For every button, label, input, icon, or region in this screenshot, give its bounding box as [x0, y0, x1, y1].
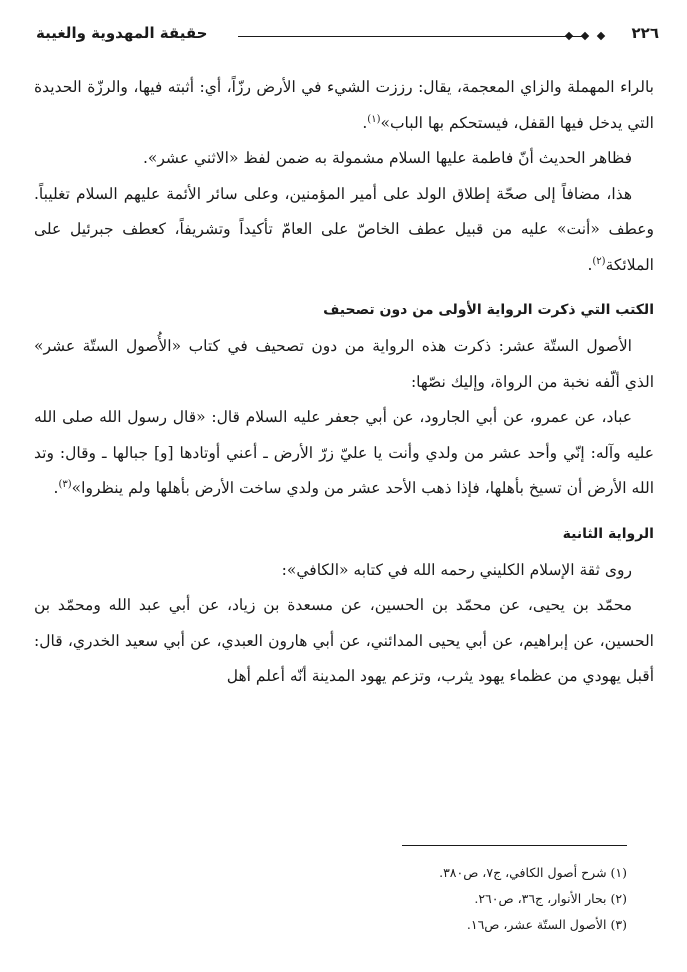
footnote-ref-3: (٣) — [58, 478, 72, 490]
footnotes — [67, 860, 627, 938]
section-heading-1: الكتب التي ذكرت الرواية الأولى من دون تصحيف — [323, 302, 654, 318]
paragraph-3: هذا، مضافاً إلى صحّة إطلاق الولد على أمير المؤمنين، وعلى سائر الأئمة عليهم السلام تغليباً. وعطف «أنت» عليه من قبيل عطف الخاصّ على العامّ تأكيداً وتشريفاً، كعطف جبرئيل على الملائكة$^{(٢)}$. — [34, 184, 654, 274]
main-text — [34, 70, 654, 695]
diamond-icon — [597, 32, 605, 40]
section-heading-2: الرواية الثانية — [562, 525, 654, 542]
header-rule — [238, 36, 585, 37]
paragraph-2: فظاهر الحديث أنّ فاطمة عليها السلام مشمولة به ضمن لفظ «الاثني عشر». — [142, 149, 632, 167]
footnote-divider — [402, 845, 627, 846]
page-number: ٢٢٦ — [631, 24, 659, 42]
book-title: حقيقة المهدوية والغيبة — [36, 24, 208, 42]
diamond-icon — [565, 32, 573, 40]
footnote-ref-1: (١) — [367, 113, 381, 125]
header-ornament — [563, 31, 609, 43]
footnote-2: (٢) بحار الأنوار، ج٣٦، ص٢٦٠. — [474, 891, 627, 906]
running-header — [28, 22, 665, 50]
paragraph-1: بالراء المهملة والزاي المعجمة، يقال: رززت الشيء في الأرض رزّاً، أي: أثبته فيها، والرزّة الحديدة التي يدخل فيها القفل، فيستحكم بها الباب»$^{(١)}$. — [34, 78, 654, 132]
paragraph-6: روى ثقة الإسلام الكليني رحمه الله في كتابه «الكافي»: — [281, 560, 632, 579]
paragraph-4: الأصول الستّة عشر: ذكرت هذه الرواية من دون تصحيف في كتاب «الأُصول الستّة عشر» الذي ألّفه نخبة من الرواة، وإليك نصّها: — [34, 337, 654, 391]
paragraph-5: عباد، عن عمرو، عن أبي الجارود، عن أبي جعفر عليه السلام قال: «قال رسول الله صلى الله عليه وآله: إنّي وأحد عشر من ولدي وأنت يا عليّ زرّ الأرض ـ أعني أوتادها [و] جبالها ـ وقال: وتد الله الأرض أن تسيخ بأهلها، فإذا ذهب الأحد عشر من ولدي ساخت الأرض بأهلها ولم ينظروا»$^{(٣)}$. — [34, 408, 654, 497]
footnote-1: (١) شرح أصول الكافي، ج٧، ص٣٨٠. — [439, 865, 627, 880]
diamond-icon — [581, 32, 589, 40]
footnote-3: (٣) الأصول الستّة عشر، ص١٦. — [466, 917, 627, 932]
footnote-ref-2: (٢) — [592, 255, 606, 267]
paragraph-7: محمّد بن يحيى، عن محمّد بن الحسين، عن مسعدة بن زياد، عن أبي عبد الله ومحمّد بن الحسين، عن إبراهيم، عن أبي يحيى المدائني، عن أبي هارون العبدي، عن أبي سعيد الخدري، قال: أقبل يهودي من عظماء يهود يثرب، وتزعم يهود المدينة أنّه أعلم أهل — [34, 596, 654, 685]
